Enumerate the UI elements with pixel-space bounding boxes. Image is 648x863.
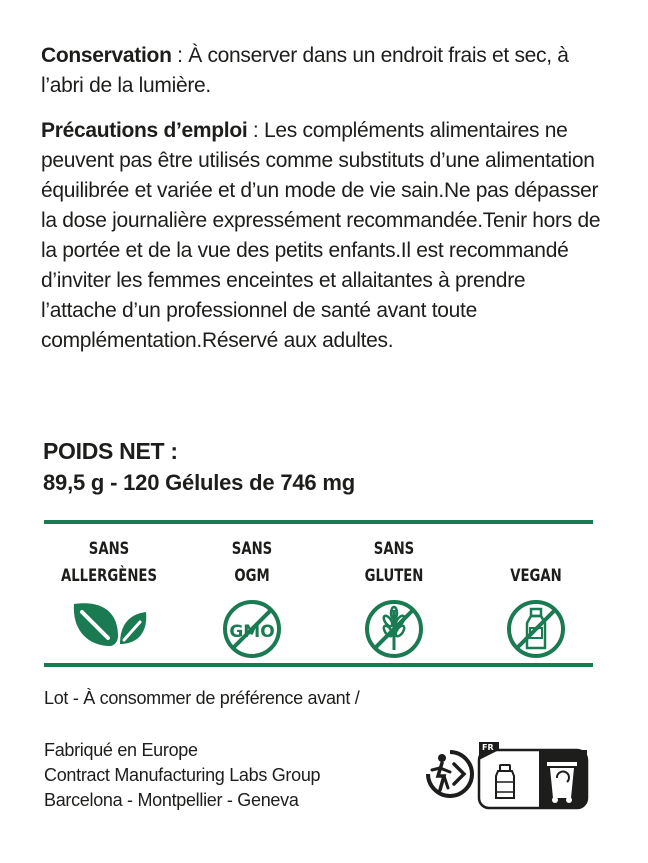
badge-line2: ALLERGÈNES — [60, 566, 158, 586]
recycling-info-box — [477, 740, 589, 810]
badge-sans-allergenes — [39, 534, 179, 650]
conservation-label: Conservation — [41, 44, 172, 67]
lot-text: Lot - À consommer de préférence avant / — [44, 688, 360, 708]
net-weight-value: 89,5 g - 120 Gélules de 746 mg — [43, 470, 355, 495]
precautions-text: Les compléments alimentaires ne peuvent pas être utilisés comme substituts d’une alimentation équilibrée et variée et d’un mode de vie sain.Ne pas dépasser la dose journalière expressément recommandée.Tenir hors de la portée et de la vue des petits enfants.Il est recommandé d’inviter les femmes enceintes et allaitantes à prendre l’attache d’un professionnel de santé avant toute complémentation.Réservé aux adultes. — [41, 119, 601, 352]
precautions-paragraph — [41, 116, 601, 356]
manufacturer-line-1: Fabriqué en Europe — [44, 740, 198, 760]
conservation-paragraph — [41, 41, 601, 101]
no-milk-icon — [503, 598, 569, 660]
conservation-text: À conserver dans un endroit frais et sec, à l’abri de la lumière. — [41, 44, 569, 97]
badge-line1: SANS — [373, 539, 415, 559]
triman-icon — [424, 748, 476, 800]
net-weight-label: POIDS NET : — [43, 438, 178, 464]
conservation-separator: : — [171, 44, 189, 67]
badge-title — [339, 534, 448, 590]
manufacturer-line-3: Barcelona - Montpellier - Geneva — [44, 790, 299, 810]
badge-line2: GLUTEN — [364, 566, 424, 586]
badge-vegan — [466, 534, 606, 660]
divider-bottom — [44, 663, 593, 667]
badge-line1: SANS — [231, 539, 273, 559]
no-gmo-icon — [219, 598, 285, 660]
gmo-text: GMO — [229, 622, 275, 642]
precautions-separator: : — [247, 119, 264, 142]
badge-title — [197, 534, 306, 590]
badge-line1: SANS — [88, 539, 130, 559]
precautions-label: Précautions d’emploi — [41, 119, 248, 142]
manufacturer-line-2: Contract Manufacturing Labs Group — [44, 765, 321, 785]
badge-sans-ogm — [182, 534, 322, 660]
badge-line2: OGM — [234, 566, 270, 586]
country-code: FR — [482, 743, 494, 752]
badge-line2: VEGAN — [510, 566, 562, 586]
badge-title — [481, 534, 590, 590]
no-gluten-icon — [361, 598, 427, 660]
badge-title — [54, 534, 163, 590]
badge-sans-gluten — [324, 534, 464, 660]
divider-top — [44, 520, 593, 524]
leaf-icon — [68, 598, 150, 650]
